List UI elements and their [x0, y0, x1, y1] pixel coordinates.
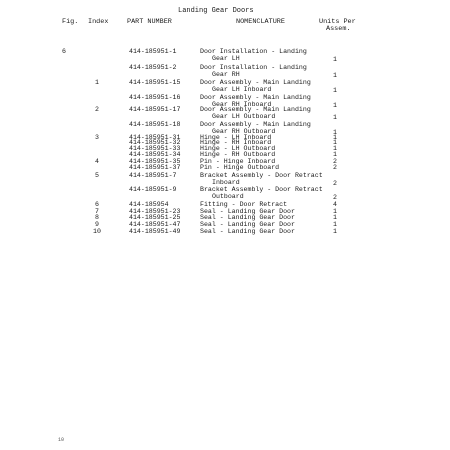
row-index: 6	[95, 201, 99, 208]
row-nomenclature: Pin - Hinge Outboard	[200, 164, 280, 171]
row-units: 1	[333, 134, 337, 141]
row-part-number: 414-185951-37	[129, 164, 181, 171]
row-units: 1	[333, 221, 337, 228]
header-fig: Fig.	[62, 18, 79, 26]
row-units: 4	[333, 201, 337, 208]
row-units: 2	[333, 164, 337, 171]
row-nomenclature-cont: Gear RH Inboard	[212, 101, 272, 108]
row-nomenclature: Door Installation - Landing	[200, 64, 307, 71]
row-units: 1	[333, 208, 337, 215]
row-index: 3	[95, 134, 99, 141]
row-units: 1	[333, 72, 337, 79]
row-units: 2	[333, 194, 337, 201]
row-nomenclature: Bracket Assembly - Door Retract	[200, 186, 323, 193]
row-part-number: 414-185951-7	[129, 172, 177, 179]
row-nomenclature-cont: Inboard	[212, 179, 240, 186]
row-part-number: 414-185951-16	[129, 94, 181, 101]
row-nomenclature: Fitting - Door Retract	[200, 201, 288, 208]
row-index: 4	[95, 158, 99, 165]
row-nomenclature: Pin - Hinge Inboard	[200, 158, 276, 165]
row-units: 1	[333, 129, 337, 136]
row-nomenclature: Door Assembly - Main Landing	[200, 121, 311, 128]
row-units: 1	[333, 139, 337, 146]
row-index: 7	[95, 208, 99, 215]
row-part-number: 414-185951-34	[129, 151, 181, 158]
row-nomenclature: Hinge - LH Inboard	[200, 134, 272, 141]
row-nomenclature-cont: Gear RH Outboard	[212, 128, 276, 135]
row-part-number: 414-185951-15	[129, 79, 181, 86]
row-nomenclature: Seal - Landing Gear Door	[200, 228, 295, 235]
row-part-number: 414-185951-32	[129, 139, 181, 146]
header-part-number: PART NUMBER	[127, 18, 172, 26]
row-index: 8	[95, 214, 99, 221]
row-part-number: 414-185951-35	[129, 158, 181, 165]
row-nomenclature: Door Assembly - Main Landing	[200, 106, 311, 113]
row-nomenclature: Bracket Assembly - Door Retract	[200, 172, 323, 179]
row-nomenclature: Seal - Landing Gear Door	[200, 221, 295, 228]
row-units: 1	[333, 145, 337, 152]
row-nomenclature-cont: Gear LH Outboard	[212, 113, 276, 120]
row-part-number: 414-185951-2	[129, 64, 177, 71]
row-units: 1	[333, 151, 337, 158]
row-nomenclature-cont: Outboard	[212, 193, 244, 200]
row-part-number: 414-185951-25	[129, 214, 181, 221]
row-units: 1	[333, 102, 337, 109]
row-nomenclature: Door Installation - Landing	[200, 48, 307, 55]
row-part-number: 414-185951-49	[129, 228, 181, 235]
row-part-number: 414-185951-33	[129, 145, 181, 152]
row-units: 1	[333, 56, 337, 63]
row-units: 1	[333, 214, 337, 221]
row-nomenclature-cont: Gear LH Inboard	[212, 86, 272, 93]
row-nomenclature: Seal - Landing Gear Door	[200, 208, 295, 215]
row-index: 2	[95, 106, 99, 113]
row-part-number: 414-185951-47	[129, 221, 181, 228]
row-units: 2	[333, 180, 337, 187]
row-part-number: 414-185951-1	[129, 48, 177, 55]
header-nomenclature: NOMENCLATURE	[236, 18, 285, 26]
row-part-number: 414-185951-18	[129, 121, 181, 128]
row-nomenclature-cont: Gear LH	[212, 55, 240, 62]
row-nomenclature: Seal - Landing Gear Door	[200, 214, 295, 221]
row-nomenclature-cont: Gear RH	[212, 71, 240, 78]
row-fig: 6	[62, 48, 66, 55]
row-part-number: 414-185951-31	[129, 134, 181, 141]
page-number: 10	[58, 437, 65, 443]
row-units: 2	[333, 158, 337, 165]
row-nomenclature: Door Assembly - Main Landing	[200, 79, 311, 86]
page-title: Landing Gear Doors	[178, 7, 254, 15]
row-nomenclature: Hinge - RH Inboard	[200, 139, 272, 146]
header-units-per: Units Per	[319, 18, 356, 26]
row-index: 10	[93, 228, 101, 235]
row-part-number: 414-185954	[129, 201, 169, 208]
row-nomenclature: Hinge - RH Outboard	[200, 151, 276, 158]
row-index: 5	[95, 172, 99, 179]
header-assem: Assem.	[326, 25, 351, 33]
row-units: 1	[333, 114, 337, 121]
row-index: 9	[95, 221, 99, 228]
header-index: Index	[88, 18, 109, 26]
row-units: 1	[333, 87, 337, 94]
row-part-number: 414-185951-23	[129, 208, 181, 215]
row-nomenclature: Hinge - LH Outboard	[200, 145, 276, 152]
row-part-number: 414-185951-9	[129, 186, 177, 193]
row-nomenclature: Door Assembly - Main Landing	[200, 94, 311, 101]
row-part-number: 414-185951-17	[129, 106, 181, 113]
row-units: 1	[333, 228, 337, 235]
row-index: 1	[95, 79, 99, 86]
